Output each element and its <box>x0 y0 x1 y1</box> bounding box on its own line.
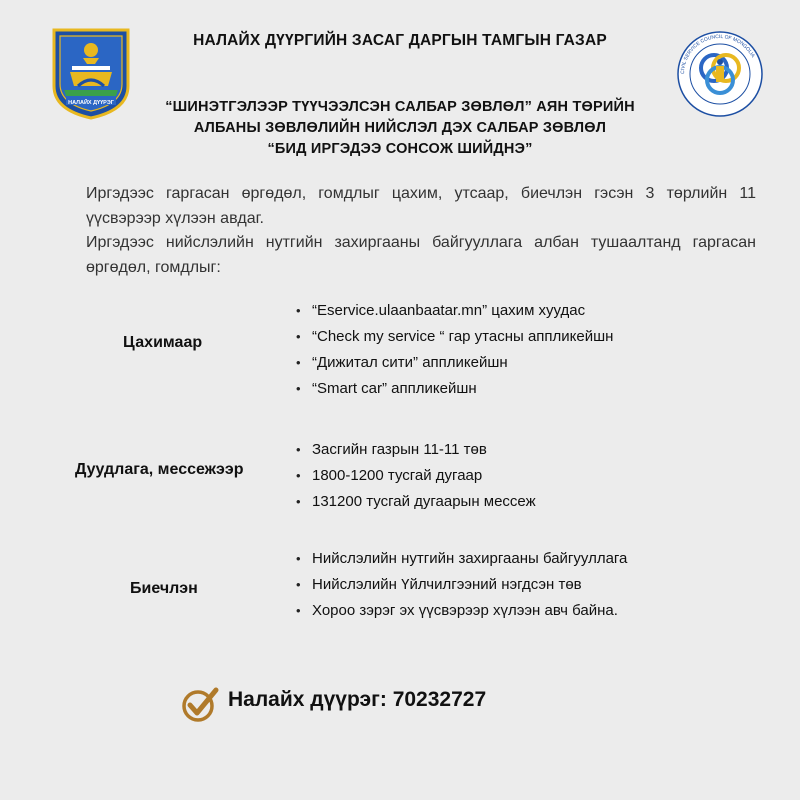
list-item: • “Дижитал сити” аппликейшн <box>296 350 613 376</box>
section-label-in-person: Биечлэн <box>130 580 198 597</box>
organization-title: НАЛАЙХ ДҮҮРГИЙН ЗАСАГ ДАРГЫН ТАМГЫН ГАЗАР <box>193 32 607 49</box>
list-item: • 131200 тусгай дугаарын мессеж <box>296 489 536 515</box>
district-phone-footer <box>180 682 600 726</box>
list-item: • “Smart car” аппликейшн <box>296 376 613 402</box>
intro-paragraph-2: Иргэдээс нийслэлийн нутгийн захиргааны байгууллага албан тушаалтанд гаргасан өргөдөл, гомдлыг: <box>86 234 756 276</box>
list-item: • Засгийн газрын 11-11 төв <box>296 437 536 463</box>
campaign-title <box>130 97 670 160</box>
list-item: • Хороо зэрэг эх үүсвэрээр хүлээн авч байна. <box>296 598 627 624</box>
civil-service-council-logo-icon <box>676 30 764 118</box>
district-phone-text: Налайх дүүрэг: 70232727 <box>228 688 487 711</box>
phone-channel-list <box>296 437 536 515</box>
list-item: • 1800-1200 тусгай дугаар <box>296 463 536 489</box>
in-person-channel-list <box>296 546 627 624</box>
left-emblem-text: НАЛАЙХ ДҮҮРЭГ <box>68 100 114 106</box>
section-label-phone: Дуудлага, мессежээр <box>75 461 244 478</box>
list-item: • “Eservice.ulaanbaatar.mn” цахим хуудас <box>296 298 613 324</box>
nalaikh-district-emblem-icon <box>50 24 132 120</box>
list-item: • Нийслэлийн нутгийн захиргааны байгууллага <box>296 546 627 572</box>
campaign-line-1: “ШИНЭТГЭЛЭЭР ТҮҮЧЭЭЛСЭН САЛБАР ЗӨВЛӨЛ” АЯН ТӨРИЙН <box>165 99 635 115</box>
right-emblem-text: CIVIL SERVICE COUNCIL OF MONGOLIA <box>679 33 756 75</box>
campaign-line-2: АЛБАНЫ ЗӨВЛӨЛИЙН НИЙСЛЭЛ ДЭХ САЛБАР ЗӨВЛӨЛ <box>193 120 607 136</box>
checkmark-circle-icon <box>180 684 220 724</box>
list-item: • “Check my service “ гар утасны аппликейшн <box>296 324 613 350</box>
campaign-line-3: “БИД ИРГЭДЭЭ СОНСОЖ ШИЙДНЭ” <box>267 141 533 157</box>
list-item: • Нийслэлийн Үйлчилгээний нэгдсэн төв <box>296 572 627 598</box>
online-channel-list <box>296 298 613 402</box>
intro-paragraph-1: Иргэдээс гаргасан өргөдөл, гомдлыг цахим, утсаар, биечлэн гэсэн 3 төрлийн 11 үүсвэрээр хүлээн авдаг. <box>86 185 756 227</box>
intro-text <box>86 182 756 280</box>
section-label-online: Цахимаар <box>123 334 203 351</box>
